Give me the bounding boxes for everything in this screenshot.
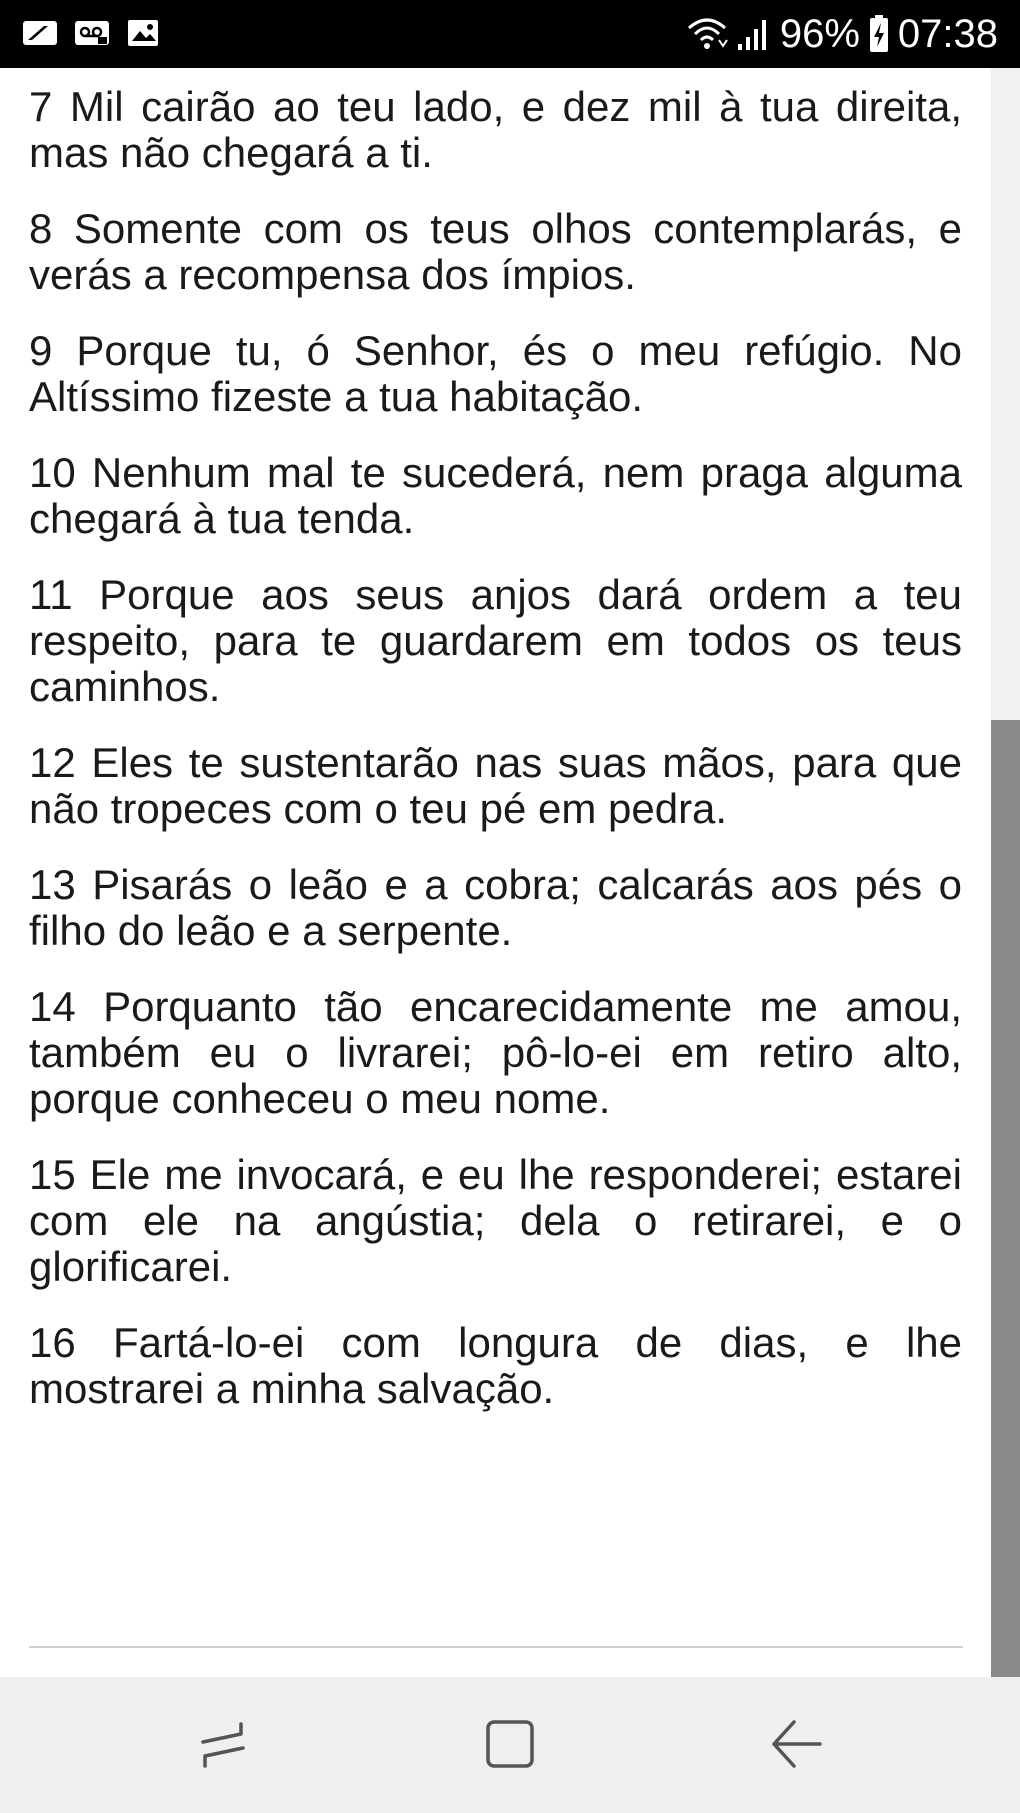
verse-12: 12 Eles te sustentarão nas suas mãos, para que não tropeces com o teu pé em pedra. [29,739,962,832]
verse-7: 7 Mil cairão ao teu lado, e dez mil à tua direita, mas não chegará a ti. [29,83,962,176]
status-bar-right [686,0,998,68]
verse-list[interactable] [29,68,962,1648]
verse-11: 11 Porque aos seus anjos dará ordem a teu respeito, para te guardarem em todos os teus caminhos. [29,571,962,710]
verse-9: 9 Porque tu, ó Senhor, és o meu refúgio. No Altíssimo fizeste a tua habitação. [29,327,962,420]
notification-icon [22,18,58,48]
navigation-bar [0,1677,1020,1813]
verse-16: 16 Fartá-lo-ei com longura de dias, e lhe mostrarei a minha salvação. [29,1319,962,1412]
verse-14: 14 Porquanto tão encarecidamente me amou, também eu o livrarei; pô-lo-ei em retiro alto, porque conheceu o meu nome. [29,983,962,1122]
verse-8: 8 Somente com os teus olhos contemplarás, e verás a recompensa dos ímpios. [29,205,962,298]
content-divider [29,1646,963,1648]
recent-apps-button[interactable] [178,1699,268,1789]
image-icon [126,18,162,48]
scrollbar-thumb[interactable] [991,720,1020,1677]
voicemail-icon [74,18,110,48]
battery-percentage: 96% [779,12,860,56]
signal-icon [736,16,772,52]
recent-apps-icon [195,1716,251,1772]
back-button[interactable] [751,1699,841,1789]
wifi-icon [686,16,728,52]
clock: 07:38 [897,12,998,56]
verse-13: 13 Pisarás o leão e a cobra; calcarás aos pés o filho do leão e a serpente. [29,861,962,954]
home-button[interactable] [465,1699,555,1789]
status-bar [0,0,1020,68]
verse-10: 10 Nenhum mal te sucederá, nem praga alguma chegará à tua tenda. [29,449,962,542]
status-bar-left [22,18,162,48]
battery-charging-icon [868,14,890,54]
verse-15: 15 Ele me invocará, e eu lhe responderei; estarei com ele na angústia; dela o retirarei, e o glorificarei. [29,1151,962,1290]
back-icon [768,1716,824,1772]
home-icon [482,1716,538,1772]
